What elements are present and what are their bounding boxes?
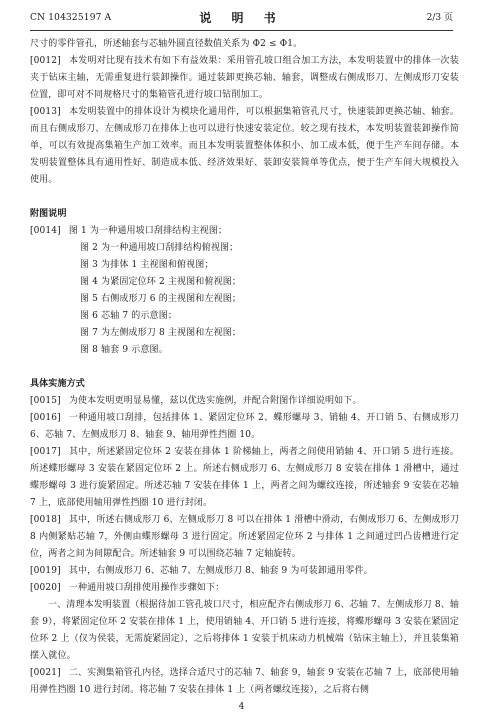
- section-title-implementation: 具体实施方式: [30, 379, 85, 389]
- paragraph-number: [0017]: [30, 447, 61, 457]
- figure-item: 图 6 芯轴 7 的示意图；: [80, 311, 177, 321]
- header-divider: [30, 30, 453, 31]
- document-title: 说 明 书: [199, 11, 284, 25]
- figure-item: 图 5 右侧成形刀 6 的主视图和左视图；: [80, 294, 242, 304]
- paragraph-text: 本发明对比现有技术有如下有益效果：采用管孔坡口组合加工方法，本发明装置中的排体一次装夹于钻床主轴，无需重复进行装卸操作。通过装卸更换芯轴、轴套，调整成右侧成形刀、左侧成形刀安装位置，即可对不同规格尺寸的集箱管孔进行坡口钻削加工。: [30, 56, 459, 100]
- paragraph-0019: [30, 563, 459, 580]
- figure-item: 图 2 为一种通用坡口刮排结构俯视图；: [80, 243, 239, 253]
- paragraph-0013: [30, 104, 459, 189]
- paragraph-number: [0012]: [30, 56, 61, 66]
- paragraph-number: [0013]: [30, 107, 61, 117]
- paragraph-0012: [30, 53, 459, 104]
- publication-number: CN 104325197 A: [30, 13, 112, 23]
- paragraph-0016: [30, 410, 459, 444]
- page-header: [30, 9, 453, 27]
- paragraph-number: [0020]: [30, 583, 61, 593]
- paragraph-text: 一种通用坡口刮排，包括排体 1、紧固定位环 2、蝶形螺母 3、销轴 4、开口销 5、右侧成形刀 6、芯轴 7、左侧成形刀 8、轴套 9、轴用弹性挡圈 10。: [30, 413, 459, 440]
- paragraph-0018: [30, 512, 459, 563]
- paragraph-number: [0015]: [30, 396, 61, 406]
- paragraph-0021: [30, 665, 459, 699]
- paragraph-0017: [30, 444, 459, 512]
- document-body: [30, 36, 459, 699]
- paragraph-number: [0021]: [30, 668, 61, 678]
- paragraph-text: 一种通用坡口刮排使用操作步骤如下：: [68, 583, 225, 593]
- paragraph-text: 二、实测集箱管孔内径，选择合适尺寸的芯轴 7、轴套 9，轴套 9 安装在芯轴 7 上，底部使用轴用弹性挡圈 10 进行封闭。将芯轴 7 安装在排体 1 上（两者螺纹连接），之后将右侧: [30, 668, 459, 695]
- figure-item: 图 8 轴套 9 示意图。: [80, 345, 168, 355]
- paragraph-number: [0018]: [30, 515, 61, 525]
- figure-caption: 图 1 为一种通用坡口刮排结构主视图；: [68, 226, 228, 236]
- figure-item: 图 4 为紧固定位环 2 主视图和俯视图；: [80, 277, 242, 287]
- paragraph-0020: [30, 580, 459, 597]
- paragraph-0011-cont: [30, 36, 459, 53]
- step-one-paragraph: 一、清理本发明装置（根据待加工管孔坡口尺寸，相应配齐右侧成形刀 6、芯轴 7、左侧成形刀 8、轴套 9），将紧固定位环 2 安装在排体 1 上，使用销轴 4、开口销 5 进行连接，将蝶形螺母 3 安装在紧固定位环 2 上（仅为侯装，无需旋紧固定），之后将排体 1 安装于机床动力机械端（钻床主轴上），并且装集箱摆入就位。: [30, 600, 459, 661]
- paragraph-text: 其中，所述右侧成形刀 6、左侧成形刀 8 可以在排体 1 滑槽中滑动，右侧成形刀 6、左侧成形刀 8 内侧紧贴芯轴 7，外侧由蝶形螺母 3 进行固定。所述紧固定位环 2 与排体 1 之间通过凹凸齿槽进行定位，两者之间为间隙配合。所述轴套 9 可以围绕芯轴 7 定轴旋转。: [30, 515, 459, 559]
- paragraph-number: [0019]: [30, 566, 61, 576]
- page-indicator: 2/3 页: [426, 13, 453, 23]
- page-number: 4: [238, 702, 245, 712]
- figure-item: 图 3 为排体 1 主视图和俯视图；: [80, 260, 214, 270]
- figure-item: [30, 223, 459, 240]
- paragraph-number: [0016]: [30, 413, 61, 423]
- section-title-figures: 附图说明: [30, 209, 67, 219]
- paragraph-text: 尺寸的零件管孔，所述轴套与芯轴外圆直径数值关系为 Φ2 ≤ Φ1。: [30, 39, 303, 49]
- paragraph-text: 其中，右侧成形刀 6、芯轴 7、左侧成形刀 8、轴套 9 为可装卸通用零件。: [68, 566, 373, 576]
- paragraph-text: 其中，所述紧固定位环 2 安装在排体 1 阶梯轴上，两者之间使用销轴 4、开口销 5 进行连接。所述蝶形螺母 3 安装在紧固定位环 2 上。所述右侧成形刀 6、左侧成形刀 8 安装在排体 1 滑槽中，通过蝶形螺母 3 进行旋紧固定。所述芯轴 7 安装在排体 1 上，两者之间为螺纹连接，所述轴套 9 安装在芯轴 7 上，底部使用轴用弹性挡圈 10 进行封闭。: [30, 447, 459, 508]
- paragraph-text: 为使本发明更明显易懂，兹以优选实施例，并配合附图作详细说明如下。: [68, 396, 362, 406]
- paragraph-number: [0014]: [30, 226, 61, 236]
- paragraph-text: 本发明装置中的排体设计为模块化通用件，可以根据集箱管孔尺寸，快速装卸更换芯轴、轴套。而且右侧成形刀、左侧成形刀在排体上也可以进行快速安装定位。较之现有技术，本发明装置装卸操作简单，可以有效提高集箱生产加工效率。而且本发明装置整体体积小、加工成本低，便于生产车间存储。本发明装置整体具有通用性好、制造成本低、经济效果好、装卸安装简单等优点，便于生产车间大规模投入使用。: [30, 107, 459, 185]
- paragraph-0015: [30, 393, 459, 410]
- figure-item: 图 7 为左侧成形刀 8 主视图和左视图；: [80, 328, 242, 338]
